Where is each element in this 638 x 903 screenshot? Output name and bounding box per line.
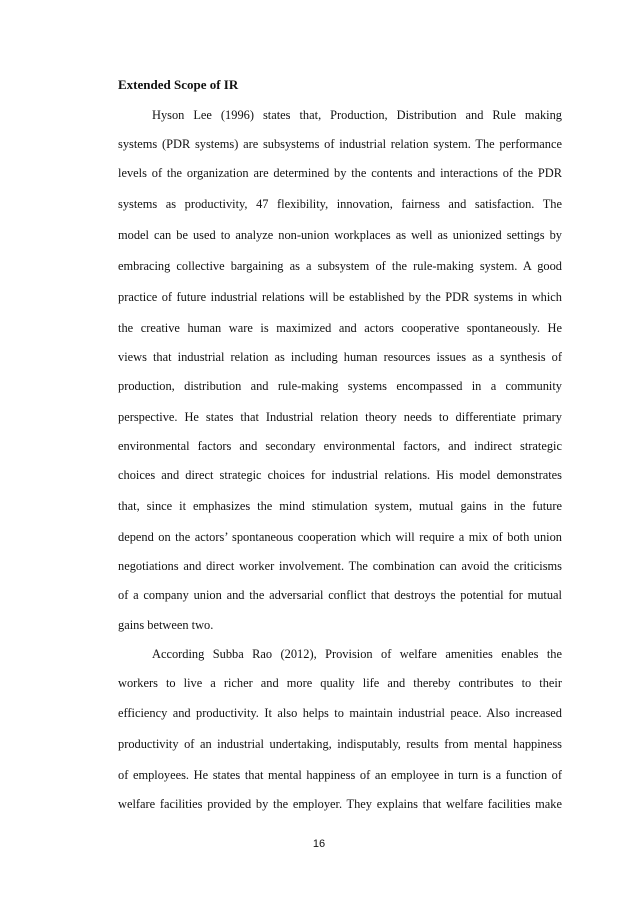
paragraph-line: of employees. He states that mental happiness of an employee in turn is a function of <box>118 768 562 782</box>
paragraph-line: the creative human ware is maximized and actors cooperative spontaneously. He <box>118 321 562 335</box>
paragraph-line: that, since it emphasizes the mind stimulation system, mutual gains in the future <box>118 499 562 513</box>
page-number: 16 <box>312 838 326 850</box>
paragraph-line: levels of the organization are determined by the contents and interactions of the PDR <box>118 166 562 180</box>
paragraph-line: perspective. He states that Industrial relation theory needs to differentiate primary <box>118 410 562 424</box>
section-heading: Extended Scope of IR <box>118 77 239 92</box>
paragraph-line: views that industrial relation as including human resources issues as a synthesis of <box>118 350 562 364</box>
paragraph-line: efficiency and productivity. It also helps to maintain industrial peace. Also increased <box>118 706 562 720</box>
paragraph-line: systems as productivity, 47 flexibility, innovation, fairness and satisfaction. The <box>118 197 562 211</box>
paragraph-line: Hyson Lee (1996) states that, Production, Distribution and Rule making <box>152 108 562 122</box>
paragraph-line: of a company union and the adversarial conflict that destroys the potential for mutual <box>118 588 562 602</box>
paragraph-line: production, distribution and rule-making systems encompassed in a community <box>118 379 562 393</box>
paragraph-line: workers to live a richer and more quality life and thereby contributes to their <box>118 676 562 690</box>
paragraph-line: embracing collective bargaining as a subsystem of the rule-making system. A good <box>118 259 562 273</box>
paragraph-line: systems (PDR systems) are subsystems of industrial relation system. The performance <box>118 137 562 151</box>
paragraph-line: practice of future industrial relations will be established by the PDR systems in which <box>118 290 562 304</box>
paragraph-line: gains between two. <box>118 618 214 632</box>
paragraph-line: choices and direct strategic choices for industrial relations. His model demonstrates <box>118 468 562 482</box>
paragraph-line: negotiations and direct worker involvement. The combination can avoid the criticisms <box>118 559 562 573</box>
paragraph-line: productivity of an industrial undertaking, indisputably, results from mental happiness <box>118 737 562 751</box>
paragraph-line: model can be used to analyze non-union workplaces as well as unionized settings by <box>118 228 562 242</box>
paragraph-line: depend on the actors’ spontaneous cooperation which will require a mix of both union <box>118 530 562 544</box>
paragraph-line: environmental factors and secondary environmental factors, and indirect strategic <box>118 439 562 453</box>
paragraph-line: welfare facilities provided by the employer. They explains that welfare facilities make <box>118 797 562 811</box>
paragraph-line: According Subba Rao (2012), Provision of welfare amenities enables the <box>152 647 562 661</box>
